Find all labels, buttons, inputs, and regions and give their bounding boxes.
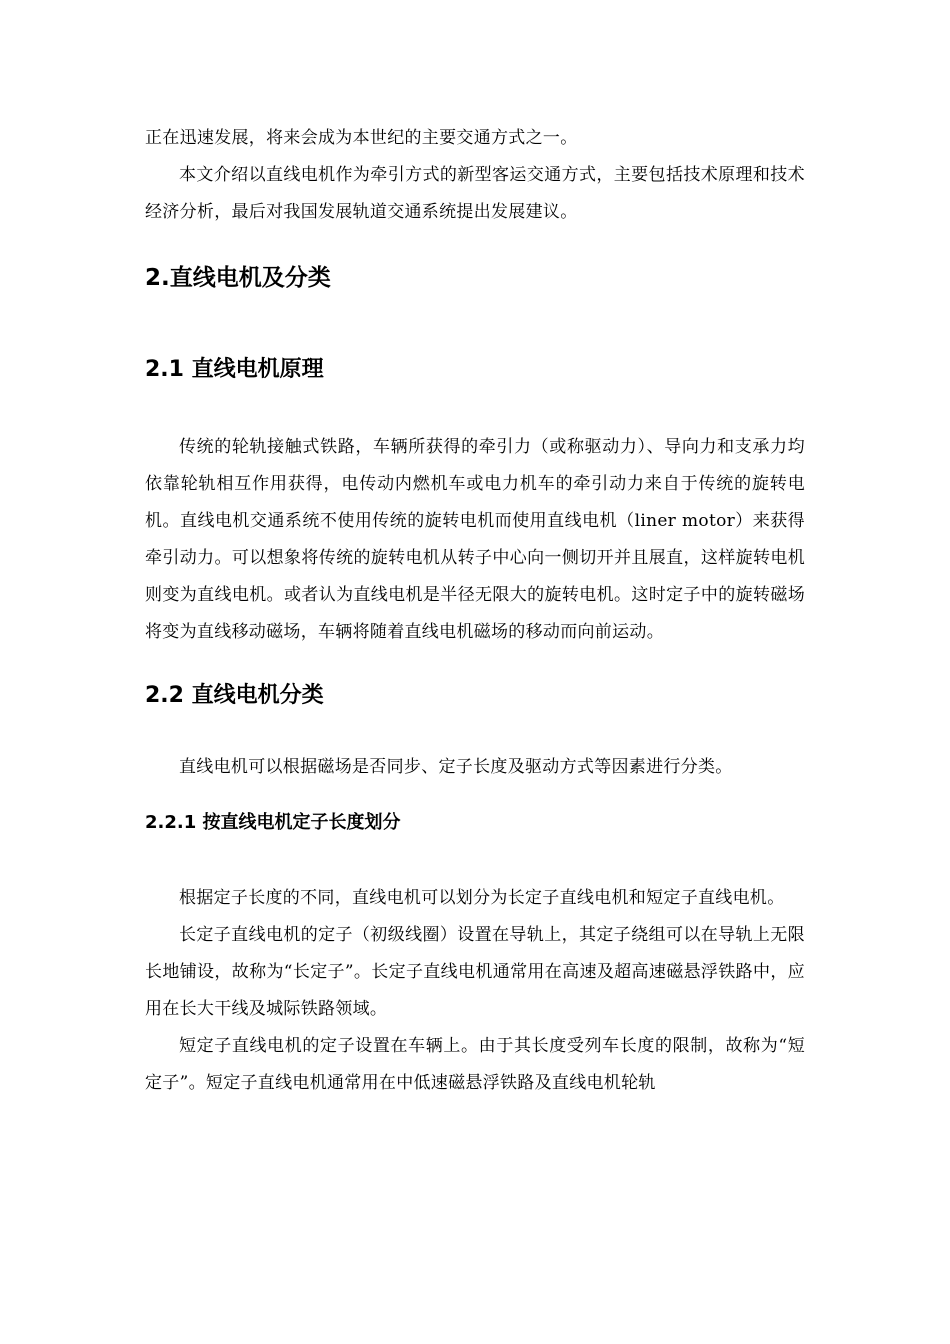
paragraph-stator-length: 根据定子长度的不同，直线电机可以划分为长定子直线电机和短定子直线电机。 <box>179 888 785 908</box>
section-heading-2: 2.直线电机及分类 <box>145 265 331 291</box>
paragraph-short-stator: 短定子直线电机的定子设置在车辆上。由于其长度受列车长度的限制，故称为“短定子”。短定子直线电机通常用在中低速磁悬浮铁路及直线电机轮轨 <box>145 1036 805 1093</box>
paragraph-intro-summary: 本文介绍以直线电机作为牵引方式的新型客运交通方式，主要包括技术原理和技术经济分析，最后对我国发展轨道交通系统提出发展建议。 <box>145 165 805 222</box>
section-heading-2-2-1: 2.2.1 按直线电机定子长度划分 <box>145 812 401 833</box>
section-heading-2-1: 2.1 直线电机原理 <box>145 357 324 382</box>
section-heading-2-2: 2.2 直线电机分类 <box>145 683 324 708</box>
paragraph-continued: 正在迅速发展，将来会成为本世纪的主要交通方式之一。 <box>145 128 578 148</box>
paragraph-long-stator: 长定子直线电机的定子（初级线圈）设置在导轨上，其定子绕组可以在导轨上无限长地铺设，故称为“长定子”。长定子直线电机通常用在高速及超高速磁悬浮铁路中，应用在长大干线及城际铁路领域。 <box>145 925 805 1019</box>
paragraph-principle: 传统的轮轨接触式铁路，车辆所获得的牵引力（或称驱动力）、导向力和支承力均依靠轮轨相互作用获得，电传动内燃机车或电力机车的牵引动力来自于传统的旋转电机。直线电机交通系统不使用传统的旋转电机而使用直线电机（liner motor）来获得牵引动力。可以想象将传统的旋转电机从转子中心向一侧切开并且展直，这样旋转电机则变为直线电机。或者认为直线电机是半径无限大的旋转电机。这时定子中的旋转磁场将变为直线移动磁场，车辆将随着直线电机磁场的移动而向前运动。 <box>145 437 805 642</box>
paragraph-classification: 直线电机可以根据磁场是否同步、定子长度及驱动方式等因素进行分类。 <box>179 757 733 777</box>
page-content <box>145 120 805 1102</box>
